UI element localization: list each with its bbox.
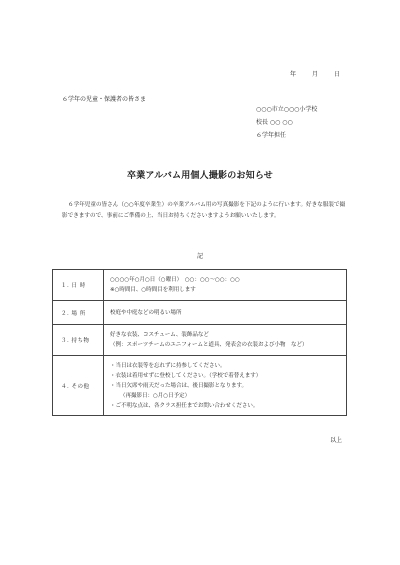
day-label: 日 — [333, 71, 340, 78]
details-table — [52, 269, 347, 416]
body-paragraph: ６学年児童の皆さん（○○年度卒業生）の卒業アルバム用の写真撮影を下記のように行います。好きな服装で撮影できますので、事前にご準備の上、当日お持ちくださいますようお願いいたします。 — [62, 202, 346, 219]
row-label: ３. 持ち物 — [53, 325, 104, 356]
row-content — [104, 325, 347, 356]
closing-text: 以上 — [330, 437, 343, 444]
table-row — [53, 301, 347, 325]
ki-heading: 記 — [196, 253, 203, 260]
bullet-item: ・当日は衣装等を忘れずに持参してください。 — [110, 362, 226, 369]
teacher-name: ６学年担任 — [256, 132, 287, 139]
bullet-item: （再撮影日：○月○日予定） — [120, 392, 191, 399]
bullet-item: ・ご不明な点は、各クラス担任までお問い合わせください。 — [110, 402, 259, 409]
row-line: （例：スポーツチームのユニフォームと道具、発表会の衣装および小物 など） — [110, 342, 308, 348]
school-name: ○○○市立○○○小学校 — [256, 106, 318, 113]
table-row — [53, 356, 347, 416]
table-row — [53, 270, 347, 301]
bullet-item: ・当日欠席や雨天だった場合は、後日撮影となります。 — [110, 382, 248, 389]
month-label: 月 — [311, 71, 318, 78]
row-label: ４. その他 — [53, 356, 104, 416]
document-title: 卒業アルバム用個人撮影のお知らせ — [127, 171, 273, 181]
row-content — [104, 301, 347, 325]
row-content — [104, 270, 347, 301]
row-line: ○○○○年○月○日（○曜日） ○○：○○〜○○：○○ — [110, 277, 240, 283]
row-label: １. 日 時 — [53, 270, 104, 301]
row-line: 校庭や中庭などの明るい場所 — [110, 309, 182, 316]
year-label: 年 — [289, 71, 296, 78]
row-label: ２. 場 所 — [53, 301, 104, 325]
principal-name: 校長 ○○ ○○ — [256, 119, 293, 126]
row-line: ※○時間目、○時間目を利用します — [110, 287, 196, 293]
addressee: ６学年の児童・保護者の皆さま — [62, 96, 147, 103]
table-row — [53, 325, 347, 356]
bullet-item: ・衣装は着用せずに登校してください。（学校で着替えます） — [110, 372, 262, 379]
date-line — [290, 71, 340, 79]
row-line: 好きな衣装、コスチューム、装飾品など — [110, 332, 209, 338]
row-content — [104, 356, 347, 416]
